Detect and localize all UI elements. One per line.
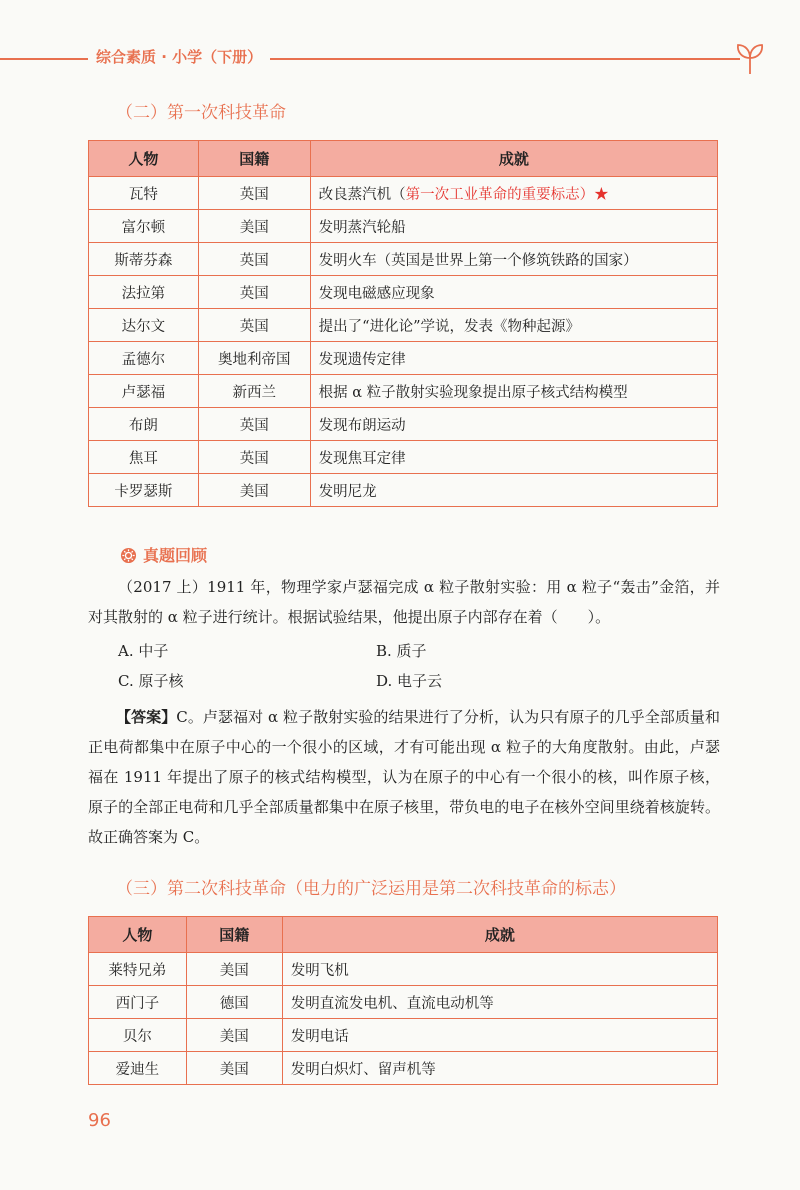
star-mark: ）★ <box>579 186 609 203</box>
cell-achievement: 发明尼龙 <box>310 474 717 507</box>
review-heading-text: 真题回顾 <box>143 546 208 565</box>
table-header-row <box>89 917 718 953</box>
second-revolution-table <box>88 916 718 1085</box>
cell-nationality: 美国 <box>198 210 310 243</box>
cell-achievement: 提出了“进化论”学说，发表《物种起源》 <box>310 309 717 342</box>
table-row <box>89 243 718 276</box>
achievement-text: 改良蒸汽机（ <box>318 186 406 203</box>
column-header-achievement: 成就 <box>282 917 717 953</box>
table-row <box>89 210 718 243</box>
column-header-achievement: 成就 <box>310 141 717 177</box>
answer-label: 【答案】 <box>116 708 177 726</box>
column-header-nationality: 国籍 <box>186 917 282 953</box>
table-row <box>89 408 718 441</box>
cell-nationality: 奥地利帝国 <box>198 342 310 375</box>
cell-achievement: 发现电磁感应现象 <box>310 276 717 309</box>
cell-nationality: 美国 <box>186 1052 282 1085</box>
cell-nationality: 英国 <box>198 243 310 276</box>
page-number: 96 <box>88 1110 111 1131</box>
cell-achievement: 发现焦耳定律 <box>310 441 717 474</box>
table-header-row <box>89 141 718 177</box>
cell-achievement: 发现布朗运动 <box>310 408 717 441</box>
cell-person: 达尔文 <box>89 309 199 342</box>
cell-nationality: 美国 <box>186 1019 282 1052</box>
page-header <box>0 38 800 78</box>
table-row <box>89 441 718 474</box>
cell-nationality: 英国 <box>198 408 310 441</box>
cell-person: 布朗 <box>89 408 199 441</box>
cell-achievement <box>310 177 717 210</box>
cell-achievement: 根据 α 粒子散射实验现象提出原子核式结构模型 <box>310 375 717 408</box>
table-row <box>89 309 718 342</box>
first-revolution-table <box>88 140 718 507</box>
table-row <box>89 986 718 1019</box>
cell-nationality: 英国 <box>198 177 310 210</box>
cell-person: 卡罗瑟斯 <box>89 474 199 507</box>
cell-person: 法拉第 <box>89 276 199 309</box>
cell-achievement: 发明电话 <box>282 1019 717 1052</box>
section-title-second-revolution: （三）第二次科技革命（电力的广泛运用是第二次科技革命的标志） <box>116 879 626 899</box>
table-row <box>89 1019 718 1052</box>
option-d: D. 电子云 <box>376 672 443 690</box>
cell-achievement: 发明直流发电机、直流电动机等 <box>282 986 717 1019</box>
cell-nationality: 英国 <box>198 441 310 474</box>
cell-achievement: 发现遗传定律 <box>310 342 717 375</box>
table-row <box>89 375 718 408</box>
cell-person: 莱特兄弟 <box>89 953 187 986</box>
cell-person: 卢瑟福 <box>89 375 199 408</box>
cell-nationality: 美国 <box>198 474 310 507</box>
cell-nationality: 英国 <box>198 276 310 309</box>
cell-achievement: 发明白炽灯、留声机等 <box>282 1052 717 1085</box>
sprout-icon <box>732 40 768 76</box>
cell-person: 爱迪生 <box>89 1052 187 1085</box>
section-title-first-revolution: （二）第一次科技革命 <box>116 103 286 123</box>
cell-person: 焦耳 <box>89 441 199 474</box>
column-header-nationality: 国籍 <box>198 141 310 177</box>
cell-person: 孟德尔 <box>89 342 199 375</box>
table-row <box>89 1052 718 1085</box>
cell-achievement: 发明火车（英国是世界上第一个修筑铁路的国家） <box>310 243 717 276</box>
column-header-person: 人物 <box>89 917 187 953</box>
table-row <box>89 474 718 507</box>
column-header-person: 人物 <box>89 141 199 177</box>
cell-person: 斯蒂芬森 <box>89 243 199 276</box>
table-row <box>89 276 718 309</box>
table-row <box>89 342 718 375</box>
cell-person: 富尔顿 <box>89 210 199 243</box>
cell-nationality: 英国 <box>198 309 310 342</box>
table-row <box>89 177 718 210</box>
answer-text: C。卢瑟福对 α 粒子散射实验的结果进行了分析，认为只有原子的几乎全部质量和正电荷都集中在原子中心的一个很小的区域，才有可能出现 α 粒子的大角度散射。由此，卢瑟福在 1911 年提出了原子的核式结构模型，认为在原子的中心有一个很小的核，叫作原子核，原子的全部正电荷和几乎全部质量都集中在原子核里，带负电的电子在核外空间里绕着核旋转。故正确答案为 C。 <box>88 708 720 846</box>
cell-achievement: 发明飞机 <box>282 953 717 986</box>
cell-person: 瓦特 <box>89 177 199 210</box>
cell-achievement: 发明蒸汽轮船 <box>310 210 717 243</box>
option-b: B. 质子 <box>376 642 427 660</box>
cell-nationality: 美国 <box>186 953 282 986</box>
cell-person: 西门子 <box>89 986 187 1019</box>
option-a: A. 中子 <box>118 642 169 660</box>
review-heading <box>120 543 207 566</box>
book-title: 综合素质 · 小学（下册） <box>88 46 270 67</box>
sun-icon <box>120 547 137 564</box>
cell-nationality: 新西兰 <box>198 375 310 408</box>
cell-nationality: 德国 <box>186 986 282 1019</box>
question-text: （2017 上）1911 年，物理学家卢瑟福完成 α 粒子散射实验：用 α 粒子“轰击”金箔，并对其散射的 α 粒子进行统计。根据试验结果，他提出原子内部存在着（ ）。 <box>88 578 720 626</box>
cell-person: 贝尔 <box>89 1019 187 1052</box>
highlight-text: 第一次工业革命的重要标志 <box>405 186 580 203</box>
table-row <box>89 953 718 986</box>
option-c: C. 原子核 <box>118 672 184 690</box>
answer-paragraph <box>88 702 720 852</box>
